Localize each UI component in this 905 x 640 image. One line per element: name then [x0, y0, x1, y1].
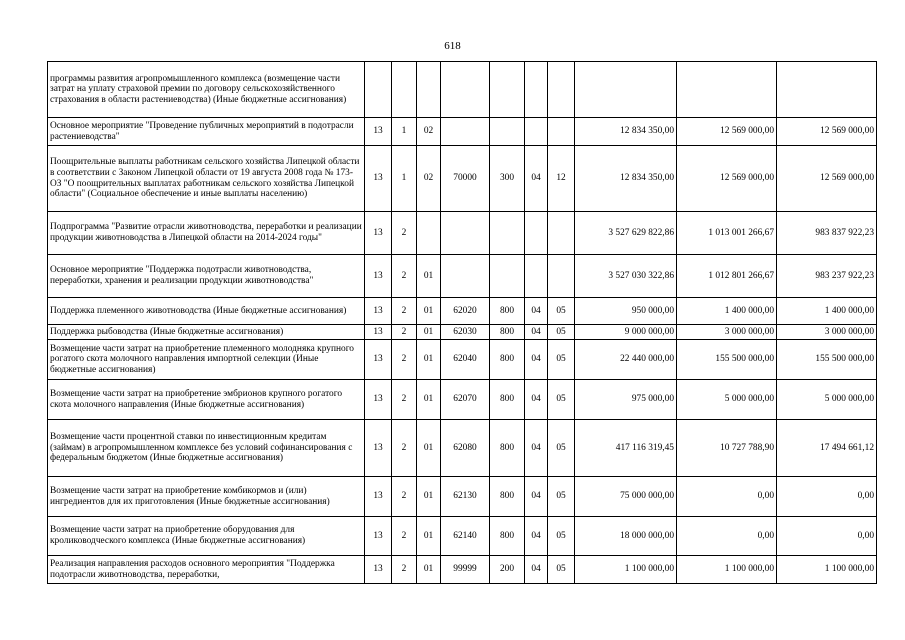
row-code5-cell: 800: [490, 517, 525, 556]
row-name-cell: Реализация направления расходов основного мероприятия "Поддержка подотрасли животноводства, переработки,: [48, 556, 365, 584]
row-amount2-cell: 1 013 001 266,67: [677, 212, 777, 255]
row-code7-cell: [548, 118, 575, 146]
row-code7-cell: 05: [548, 380, 575, 420]
row-amount1-cell: 1 100 000,00: [575, 556, 677, 584]
row-amount1-cell: 12 834 350,00: [575, 118, 677, 146]
row-code3-cell: 01: [417, 298, 441, 325]
row-amount1-cell: 18 000 000,00: [575, 517, 677, 556]
table-row: [48, 298, 877, 325]
row-amount1-cell: 12 834 350,00: [575, 146, 677, 212]
row-code4-cell: [441, 255, 490, 298]
row-code2-cell: 2: [392, 556, 417, 584]
row-amount3-cell: 3 000 000,00: [777, 325, 877, 340]
row-code2-cell: 1: [392, 146, 417, 212]
row-code7-cell: 05: [548, 517, 575, 556]
table-row: [48, 556, 877, 584]
table-row: [48, 62, 877, 118]
row-code1-cell: 13: [365, 118, 392, 146]
row-code7-cell: 05: [548, 298, 575, 325]
row-code2-cell: 2: [392, 255, 417, 298]
row-amount1-cell: 950 000,00: [575, 298, 677, 325]
row-amount2-cell: 3 000 000,00: [677, 325, 777, 340]
row-code3-cell: 01: [417, 325, 441, 340]
row-code1-cell: 13: [365, 340, 392, 380]
row-code6-cell: [525, 212, 548, 255]
row-code5-cell: [490, 212, 525, 255]
row-amount3-cell: 12 569 000,00: [777, 146, 877, 212]
row-name-cell: Возмещение части затрат на приобретение комбикормов и (или) ингредиентов для их приготовления (Иные бюджетные ассигнования): [48, 477, 365, 517]
row-amount2-cell: 12 569 000,00: [677, 118, 777, 146]
row-code5-cell: [490, 255, 525, 298]
row-code6-cell: 04: [525, 556, 548, 584]
row-code2-cell: 1: [392, 118, 417, 146]
table-body: [48, 62, 877, 584]
row-code4-cell: 62130: [441, 477, 490, 517]
row-code4-cell: 99999: [441, 556, 490, 584]
row-code5-cell: 300: [490, 146, 525, 212]
row-code1-cell: 13: [365, 255, 392, 298]
row-code4-cell: 62040: [441, 340, 490, 380]
row-code7-cell: 05: [548, 477, 575, 517]
row-name-cell: Возмещение части затрат на приобретение оборудования для кролиководческого комплекса (Иные бюджетные ассигнования): [48, 517, 365, 556]
row-code1-cell: 13: [365, 325, 392, 340]
row-amount2-cell: 1 100 000,00: [677, 556, 777, 584]
row-amount3-cell: 155 500 000,00: [777, 340, 877, 380]
row-name-cell: Возмещение части затрат на приобретение эмбрионов крупного рогатого скота молочного направления (Иные бюджетные ассигнования): [48, 380, 365, 420]
row-code5-cell: 200: [490, 556, 525, 584]
row-amount2-cell: 1 012 801 266,67: [677, 255, 777, 298]
row-amount3-cell: 17 494 661,12: [777, 420, 877, 477]
row-code6-cell: 04: [525, 340, 548, 380]
row-amount3-cell: 983 837 922,23: [777, 212, 877, 255]
row-code3-cell: [417, 212, 441, 255]
table-row: [48, 517, 877, 556]
row-code1-cell: [365, 62, 392, 118]
row-amount2-cell: 1 400 000,00: [677, 298, 777, 325]
row-code5-cell: 800: [490, 420, 525, 477]
row-amount1-cell: 3 527 629 822,86: [575, 212, 677, 255]
row-code5-cell: 800: [490, 298, 525, 325]
row-code3-cell: 02: [417, 146, 441, 212]
table-row: [48, 380, 877, 420]
row-amount1-cell: [575, 62, 677, 118]
row-name-cell: Поддержка племенного животноводства (Иные бюджетные ассигнования): [48, 298, 365, 325]
row-code7-cell: [548, 62, 575, 118]
table-row: [48, 146, 877, 212]
row-code4-cell: 62080: [441, 420, 490, 477]
row-code1-cell: 13: [365, 477, 392, 517]
row-code3-cell: 01: [417, 477, 441, 517]
row-code2-cell: 2: [392, 477, 417, 517]
row-code2-cell: 2: [392, 340, 417, 380]
row-amount1-cell: 75 000 000,00: [575, 477, 677, 517]
row-code5-cell: 800: [490, 477, 525, 517]
row-code4-cell: 62020: [441, 298, 490, 325]
row-code5-cell: 800: [490, 340, 525, 380]
row-code1-cell: 13: [365, 517, 392, 556]
row-code2-cell: 2: [392, 517, 417, 556]
row-code6-cell: [525, 255, 548, 298]
row-amount3-cell: [777, 62, 877, 118]
row-code6-cell: 04: [525, 380, 548, 420]
row-amount2-cell: 12 569 000,00: [677, 146, 777, 212]
row-amount3-cell: 12 569 000,00: [777, 118, 877, 146]
row-amount2-cell: 155 500 000,00: [677, 340, 777, 380]
row-amount1-cell: 417 116 319,45: [575, 420, 677, 477]
row-amount2-cell: [677, 62, 777, 118]
row-code2-cell: 2: [392, 212, 417, 255]
row-code5-cell: 800: [490, 380, 525, 420]
budget-table: [47, 61, 877, 584]
row-code2-cell: 2: [392, 420, 417, 477]
row-code7-cell: 05: [548, 420, 575, 477]
row-code5-cell: [490, 62, 525, 118]
row-code1-cell: 13: [365, 212, 392, 255]
row-code4-cell: [441, 62, 490, 118]
row-code3-cell: 01: [417, 556, 441, 584]
row-code3-cell: 01: [417, 380, 441, 420]
row-code3-cell: 01: [417, 340, 441, 380]
row-amount1-cell: 9 000 000,00: [575, 325, 677, 340]
row-amount3-cell: 0,00: [777, 477, 877, 517]
row-code7-cell: 05: [548, 556, 575, 584]
table-row: [48, 255, 877, 298]
row-amount2-cell: 0,00: [677, 517, 777, 556]
table-row: [48, 325, 877, 340]
row-name-cell: Поощрительные выплаты работникам сельского хозяйства Липецкой области в соответствии с Законом Липецкой области от 19 августа 2008 года № 173-ОЗ "О поощрительных выплатах работникам сельского хозяйства Липецкой области" (Социальное обеспечение и иные выплаты населению): [48, 146, 365, 212]
row-code3-cell: 01: [417, 255, 441, 298]
row-code6-cell: 04: [525, 420, 548, 477]
row-amount1-cell: 3 527 030 322,86: [575, 255, 677, 298]
row-name-cell: Поддержка рыбоводства (Иные бюджетные ассигнования): [48, 325, 365, 340]
table-row: [48, 118, 877, 146]
table-row: [48, 477, 877, 517]
row-amount1-cell: 22 440 000,00: [575, 340, 677, 380]
table-row: [48, 420, 877, 477]
row-code2-cell: 2: [392, 298, 417, 325]
row-code6-cell: [525, 118, 548, 146]
row-code7-cell: 12: [548, 146, 575, 212]
row-code1-cell: 13: [365, 146, 392, 212]
row-code6-cell: 04: [525, 517, 548, 556]
row-amount3-cell: 1 400 000,00: [777, 298, 877, 325]
row-code4-cell: [441, 212, 490, 255]
row-amount3-cell: 1 100 000,00: [777, 556, 877, 584]
row-amount3-cell: 983 237 922,23: [777, 255, 877, 298]
table-row: [48, 212, 877, 255]
row-code7-cell: [548, 255, 575, 298]
row-code2-cell: 2: [392, 325, 417, 340]
row-code6-cell: 04: [525, 146, 548, 212]
row-code1-cell: 13: [365, 556, 392, 584]
row-amount1-cell: 975 000,00: [575, 380, 677, 420]
row-code4-cell: 62140: [441, 517, 490, 556]
row-code1-cell: 13: [365, 298, 392, 325]
row-code6-cell: [525, 62, 548, 118]
row-code5-cell: 800: [490, 325, 525, 340]
row-name-cell: Основное мероприятие "Поддержка подотрасли животноводства, переработки, хранения и реализации продукции животноводства": [48, 255, 365, 298]
row-code2-cell: [392, 62, 417, 118]
row-code3-cell: 01: [417, 517, 441, 556]
row-code6-cell: 04: [525, 477, 548, 517]
row-name-cell: программы развития агропромышленного комплекса (возмещение части затрат на уплату страховой премии по договору сельскохозяйственного страхования в области растениеводства) (Иные бюджетные ассигнования): [48, 62, 365, 118]
row-code6-cell: 04: [525, 298, 548, 325]
row-name-cell: Возмещение части затрат на приобретение племенного молодняка крупного рогатого скота молочного направления импортной селекции (Иные бюджетные ассигнования): [48, 340, 365, 380]
row-amount2-cell: 0,00: [677, 477, 777, 517]
row-code4-cell: 70000: [441, 146, 490, 212]
row-amount2-cell: 10 727 788,90: [677, 420, 777, 477]
row-code3-cell: 01: [417, 420, 441, 477]
row-code7-cell: 05: [548, 340, 575, 380]
row-name-cell: Основное мероприятие "Проведение публичных мероприятий в подотрасли растениеводства": [48, 118, 365, 146]
row-code7-cell: [548, 212, 575, 255]
row-code3-cell: [417, 62, 441, 118]
row-amount3-cell: 5 000 000,00: [777, 380, 877, 420]
row-code4-cell: [441, 118, 490, 146]
page-number: 618: [444, 40, 461, 52]
row-name-cell: Подпрограмма "Развитие отрасли животноводства, переработки и реализации продукции животноводства в Липецкой области на 2014-2024 годы": [48, 212, 365, 255]
row-amount3-cell: 0,00: [777, 517, 877, 556]
row-code7-cell: 05: [548, 325, 575, 340]
row-code3-cell: 02: [417, 118, 441, 146]
row-code1-cell: 13: [365, 420, 392, 477]
row-amount2-cell: 5 000 000,00: [677, 380, 777, 420]
row-code4-cell: 62030: [441, 325, 490, 340]
row-name-cell: Возмещение части процентной ставки по инвестиционным кредитам (займам) в агропромышленном комплексе без условий софинансирования с федеральным бюджетом (Иные бюджетные ассигнования): [48, 420, 365, 477]
table-row: [48, 340, 877, 380]
row-code2-cell: 2: [392, 380, 417, 420]
row-code4-cell: 62070: [441, 380, 490, 420]
row-code5-cell: [490, 118, 525, 146]
row-code6-cell: 04: [525, 325, 548, 340]
row-code1-cell: 13: [365, 380, 392, 420]
